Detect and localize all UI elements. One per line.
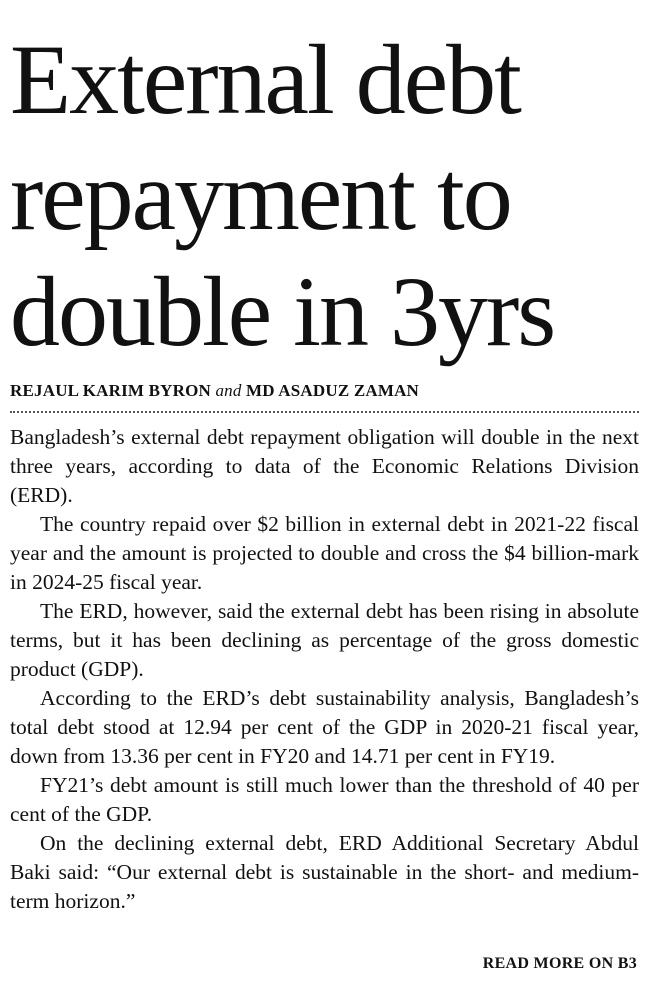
byline [10, 380, 639, 402]
headline-line-3: double in 3yrs [10, 256, 555, 367]
paragraph-2: The country repaid over $2 billion in external debt in 2021-22 fiscal year and the amount is projected to double and cross the $4 billion-mark in 2024-25 fiscal year. [10, 512, 639, 594]
article-body [10, 423, 639, 916]
paragraph-5: FY21’s debt amount is still much lower than the threshold of 40 per cent of the GDP. [10, 773, 639, 826]
byline-author-2: MD ASADUZ ZAMAN [246, 381, 420, 400]
paragraph-3: The ERD, however, said the external debt has been rising in absolute terms, but it has been declining as percentage of the gross domestic product (GDP). [10, 599, 639, 681]
article [10, 0, 639, 916]
headline-line-2: repayment to [10, 140, 511, 251]
paragraph-6: On the declining external debt, ERD Additional Secretary Abdul Baki said: “Our external debt is sustainable in the short- and medium-term horizon.” [10, 831, 639, 913]
byline-conjunction: and [215, 381, 242, 400]
byline-author-1: REJAUL KARIM BYRON [10, 381, 212, 400]
paragraph-4: According to the ERD’s debt sustainability analysis, Bangladesh’s total debt stood at 12.94 per cent of the GDP in 2020-21 fiscal year, down from 13.36 per cent in FY20 and 14.71 per cent in FY19. [10, 686, 639, 768]
headline [10, 0, 639, 370]
dotted-divider [10, 411, 639, 413]
read-more-link[interactable]: READ MORE ON B3 [482, 955, 637, 972]
headline-line-1: External debt [10, 24, 520, 135]
paragraph-1: Bangladesh’s external debt repayment obligation will double in the next three years, according to data of the Economic Relations Division (ERD). [10, 425, 639, 507]
